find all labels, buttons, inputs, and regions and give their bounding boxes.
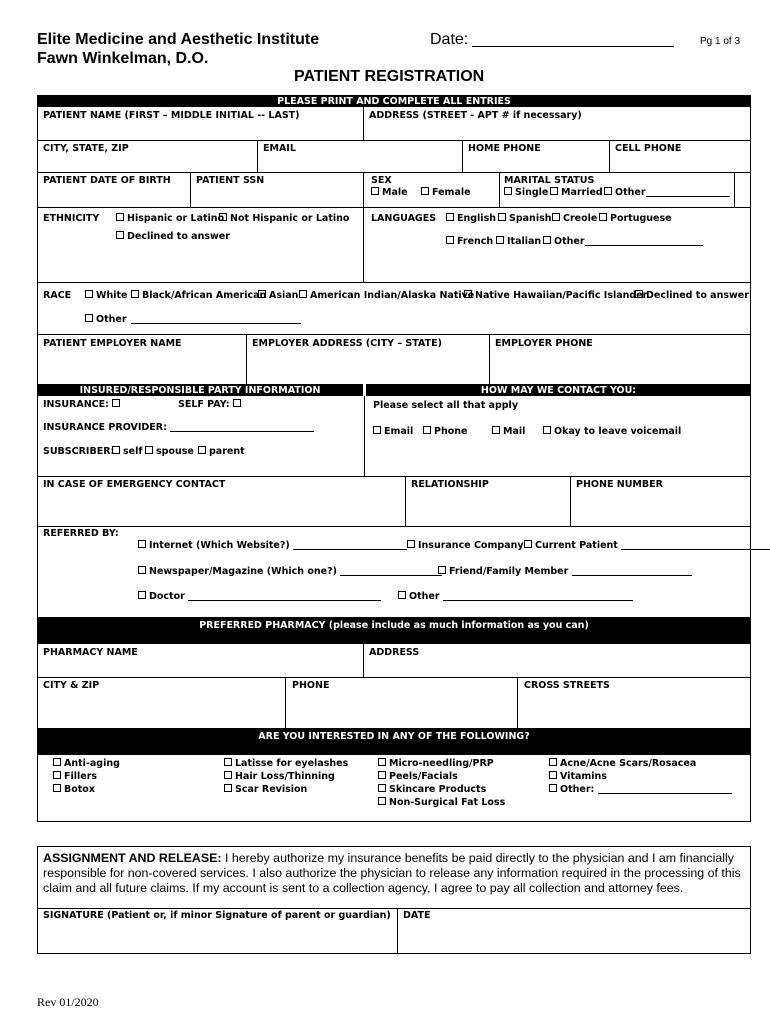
insurance-label[interactable]: INSURANCE: <box>43 399 123 410</box>
insured-bar: INSURED/RESPONSIBLE PARTY INFORMATION <box>37 384 363 396</box>
subscriber-label: SUBSCRIBER: <box>43 446 115 457</box>
sex-female-option[interactable]: Female <box>421 187 471 198</box>
employer-address-label: EMPLOYER ADDRESS (CITY – STATE) <box>252 338 442 349</box>
contact-email-option[interactable]: Email <box>373 426 413 437</box>
marital-married-option[interactable]: Married <box>550 187 603 198</box>
contact-voicemail-option[interactable]: Okay to leave voicemail <box>543 426 681 437</box>
race-hawaiian-option[interactable]: Native Hawaiian/Pacific Islander <box>464 290 647 301</box>
interest-microneedling-option[interactable]: Micro-needling/PRP <box>378 758 494 769</box>
interest-scar-option[interactable]: Scar Revision <box>224 784 307 795</box>
language-english-option[interactable]: English <box>446 213 496 224</box>
phone-number-label: PHONE NUMBER <box>576 479 663 490</box>
ssn-label: PATIENT SSN <box>196 175 265 186</box>
ethnicity-declined-option[interactable]: Declined to answer <box>116 231 230 242</box>
registration-form <box>37 95 751 822</box>
subscriber-self-option[interactable]: self <box>112 446 143 457</box>
signature-date-label: DATE <box>403 910 431 921</box>
language-portuguese-option[interactable]: Portuguese <box>599 213 672 224</box>
email-label: EMAIL <box>263 143 296 154</box>
race-asian-option[interactable]: Asian <box>258 290 298 301</box>
employer-name-label: PATIENT EMPLOYER NAME <box>43 338 182 349</box>
race-label: RACE <box>43 290 72 301</box>
referral-newspaper-option[interactable]: Newspaper/Magazine (Which one?) <box>138 566 442 577</box>
ethnicity-not-hispanic-option[interactable]: Not Hispanic or Latino <box>219 213 349 224</box>
interest-bar: ARE YOU INTERESTED IN ANY OF THE FOLLOWING? <box>37 728 751 755</box>
patient-name-label: PATIENT NAME (FIRST – MIDDLE INITIAL -- LAST) <box>43 110 300 121</box>
sex-male-option[interactable]: Male <box>371 187 408 198</box>
insurance-provider-field[interactable]: INSURANCE PROVIDER: <box>43 422 314 433</box>
page-title: PATIENT REGISTRATION <box>294 68 485 85</box>
page-number: Pg 1 of 3 <box>700 36 741 47</box>
referral-friend-option[interactable]: Friend/Family Member <box>438 566 692 577</box>
employer-phone-label: EMPLOYER PHONE <box>495 338 593 349</box>
subscriber-parent-option[interactable]: parent <box>198 446 245 457</box>
languages-label: LANGUAGES <box>371 213 437 224</box>
interest-hair-loss-option[interactable]: Hair Loss/Thinning <box>224 771 335 782</box>
release-text: ASSIGNMENT AND RELEASE: I hereby authorize my insurance benefits be paid directly to the physician and I am financially responsible for non-covered services. I also authorize the physician to release any information required in the processing of this claim and all future claims. If my account is sent to a collection agency, I agree to pay all collection and attorney fees. <box>43 851 741 895</box>
cell-phone-label: CELL PHONE <box>615 143 682 154</box>
pharmacy-address-label: ADDRESS <box>369 647 420 658</box>
signature-label: SIGNATURE (Patient or, if minor Signature of parent or guardian) <box>43 910 391 921</box>
interest-other-option[interactable]: Other: <box>549 784 732 795</box>
interest-skincare-option[interactable]: Skincare Products <box>378 784 486 795</box>
race-black-option[interactable]: Black/African American <box>131 290 266 301</box>
contact-mail-option[interactable]: Mail <box>492 426 525 437</box>
pharmacy-name-label: PHARMACY NAME <box>43 647 138 658</box>
clinic-name: Elite Medicine and Aesthetic Institute <box>37 31 320 48</box>
race-american-indian-option[interactable]: American Indian/Alaska Native <box>299 290 474 301</box>
ethnicity-hispanic-option[interactable]: Hispanic or Latino <box>116 213 224 224</box>
race-white-option[interactable]: White <box>85 290 127 301</box>
interest-vitamins-option[interactable]: Vitamins <box>549 771 607 782</box>
interest-peels-option[interactable]: Peels/Facials <box>378 771 458 782</box>
interest-fat-loss-option[interactable]: Non-Surgical Fat Loss <box>378 797 505 808</box>
dob-label: PATIENT DATE OF BIRTH <box>43 175 171 186</box>
date-label: Date: <box>430 31 469 48</box>
interest-anti-aging-option[interactable]: Anti-aging <box>53 758 120 769</box>
revision-label: Rev 01/2020 <box>37 995 99 1009</box>
interest-latisse-option[interactable]: Latisse for eyelashes <box>224 758 348 769</box>
doctor-name: Fawn Winkelman, D.O. <box>37 50 209 67</box>
language-other-option[interactable]: Other <box>543 236 703 247</box>
emergency-contact-label: IN CASE OF EMERGENCY CONTACT <box>43 479 226 490</box>
language-spanish-option[interactable]: Spanish <box>498 213 552 224</box>
cross-streets-label: CROSS STREETS <box>524 680 610 691</box>
referral-doctor-option[interactable]: Doctor <box>138 591 381 602</box>
relationship-label: RELATIONSHIP <box>411 479 489 490</box>
select-all-label: Please select all that apply <box>373 400 519 411</box>
print-bar: PLEASE PRINT AND COMPLETE ALL ENTRIES <box>37 95 751 107</box>
ethnicity-label: ETHNICITY <box>43 213 100 224</box>
city-state-zip-label: CITY, STATE, ZIP <box>43 143 129 154</box>
date-line[interactable] <box>472 46 674 47</box>
referral-other-option[interactable]: Other <box>398 591 633 602</box>
home-phone-label: HOME PHONE <box>468 143 541 154</box>
referral-insurance-option[interactable]: Insurance Company <box>407 540 524 551</box>
address-label: ADDRESS (STREET - APT # if necessary) <box>369 110 582 121</box>
referred-by-label: REFERRED BY: <box>43 528 119 539</box>
marital-other-option[interactable]: Other <box>604 187 730 198</box>
referral-internet-option[interactable]: Internet (Which Website?) <box>138 540 407 551</box>
race-other-option[interactable]: Other <box>85 314 301 325</box>
race-declined-option[interactable]: Declined to answer <box>635 290 749 301</box>
interest-acne-option[interactable]: Acne/Acne Scars/Rosacea <box>549 758 696 769</box>
pharmacy-bar: PREFERRED PHARMACY (please include as much information as you can) <box>37 617 751 644</box>
self-pay-label[interactable]: SELF PAY: <box>178 399 244 410</box>
contact-bar: HOW MAY WE CONTACT YOU: <box>366 384 751 396</box>
language-creole-option[interactable]: Creole <box>552 213 597 224</box>
interest-fillers-option[interactable]: Fillers <box>53 771 97 782</box>
marital-status-label: MARITAL STATUS <box>504 175 595 186</box>
referral-current-patient-option[interactable]: Current Patient <box>524 540 770 551</box>
pharmacy-phone-label: PHONE <box>292 680 330 691</box>
contact-phone-option[interactable]: Phone <box>423 426 467 437</box>
subscriber-spouse-option[interactable]: spouse <box>145 446 194 457</box>
language-italian-option[interactable]: Italian <box>496 236 541 247</box>
marital-single-option[interactable]: Single <box>504 187 548 198</box>
sex-label: SEX <box>371 175 392 186</box>
interest-botox-option[interactable]: Botox <box>53 784 95 795</box>
language-french-option[interactable]: French <box>446 236 493 247</box>
city-zip-label: CITY & ZIP <box>43 680 100 691</box>
